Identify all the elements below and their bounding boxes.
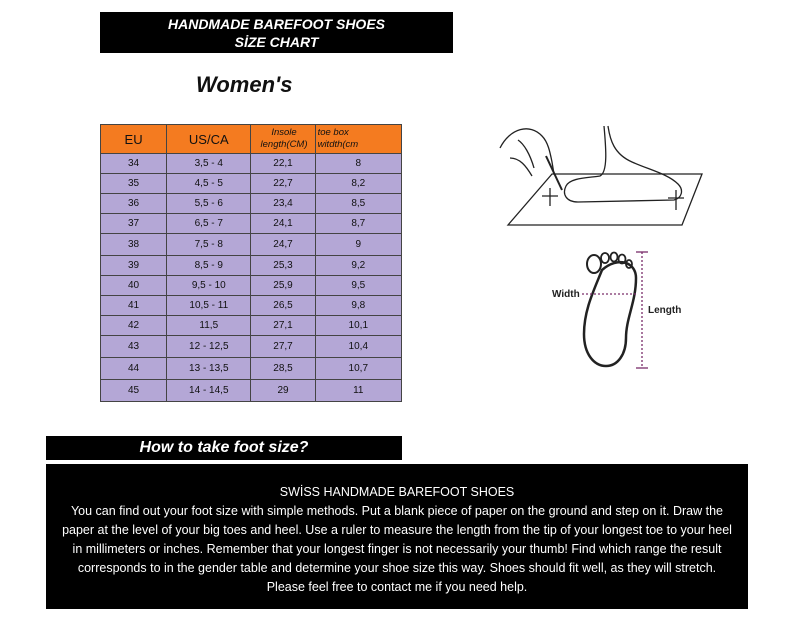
cell-us: 13 - 13,5 (167, 358, 251, 380)
info-box (46, 464, 748, 609)
size-table (100, 124, 402, 402)
table-row (101, 316, 402, 336)
cell-eu: 44 (101, 358, 167, 380)
chart-subtitle: SİZE CHART (234, 34, 319, 50)
cell-eu: 45 (101, 380, 167, 402)
table-row (101, 276, 402, 296)
length-label: Length (648, 305, 682, 316)
table-row (101, 154, 402, 174)
cell-toebox: 9 (315, 234, 401, 256)
toe-3 (611, 253, 618, 262)
cell-toebox: 8,2 (315, 174, 401, 194)
table-row (101, 214, 402, 234)
footprint-diagram (582, 252, 648, 368)
cell-insole: 24,7 (251, 234, 315, 256)
cell-insole: 27,1 (251, 316, 315, 336)
finger-line-2 (510, 158, 532, 176)
cell-insole: 29 (251, 380, 315, 402)
table-row (101, 174, 402, 194)
cell-us: 14 - 14,5 (167, 380, 251, 402)
cell-toebox: 10,4 (315, 336, 401, 358)
info-body: You can find out your foot size with simple methods. Put a blank piece of paper on the ground and step on it. Draw the paper at the level of your big toes and heel. Use a ruler to measure the length from the tip of your longest toe to your heel in millimeters or inches. Remember that your longest finger is not necessarily your thumb! Find which range the result corresponds to in the gender table and determine your shoe size this way. Shoes should fit well, as they will stretch. Please feel free to contact me if you need help. (62, 504, 732, 594)
cell-toebox: 9,2 (315, 256, 401, 276)
header-insole (251, 125, 315, 154)
header-toebox (315, 125, 401, 154)
table-row (101, 234, 402, 256)
cell-toebox: 10,1 (315, 316, 401, 336)
cell-us: 10,5 - 11 (167, 296, 251, 316)
finger-line (518, 140, 534, 168)
table-row (101, 256, 402, 276)
header-toebox-line1: toe box (317, 127, 349, 138)
cell-insole: 26,5 (251, 296, 315, 316)
header-us: US/CA (167, 125, 251, 154)
cell-toebox: 8,5 (315, 194, 401, 214)
cell-us: 8,5 - 9 (167, 256, 251, 276)
foot-measurement-illustration (490, 118, 710, 378)
cell-insole: 28,5 (251, 358, 315, 380)
cell-toebox: 11 (315, 380, 401, 402)
cell-insole: 25,3 (251, 256, 315, 276)
table-row (101, 380, 402, 402)
cell-insole: 22,7 (251, 174, 315, 194)
header-insole-line2: length(CM) (260, 139, 308, 150)
cell-toebox: 8 (315, 154, 401, 174)
cell-us: 9,5 - 10 (167, 276, 251, 296)
heel-mark (542, 188, 558, 206)
cell-insole: 27,7 (251, 336, 315, 358)
info-heading: SWİSS HANDMADE BAREFOOT SHOES (279, 485, 515, 499)
cell-eu: 39 (101, 256, 167, 276)
table-row (101, 194, 402, 214)
cell-toebox: 8,7 (315, 214, 401, 234)
cell-us: 6,5 - 7 (167, 214, 251, 234)
cell-us: 4,5 - 5 (167, 174, 251, 194)
table-row (101, 358, 402, 380)
cell-insole: 25,9 (251, 276, 315, 296)
header-insole-line1: Insole (271, 127, 297, 138)
cell-toebox: 9,5 (315, 276, 401, 296)
foot-outline (565, 126, 682, 202)
cell-eu: 40 (101, 276, 167, 296)
cell-eu: 36 (101, 194, 167, 214)
width-label: Width (552, 289, 580, 300)
cell-us: 7,5 - 8 (167, 234, 251, 256)
cell-eu: 38 (101, 234, 167, 256)
cell-eu: 43 (101, 336, 167, 358)
howto-title: How to take foot size? (46, 436, 402, 460)
cell-insole: 23,4 (251, 194, 315, 214)
cell-us: 11,5 (167, 316, 251, 336)
header-eu: EU (101, 125, 167, 154)
cell-toebox: 9,8 (315, 296, 401, 316)
table-row (101, 296, 402, 316)
cell-insole: 22,1 (251, 154, 315, 174)
header-toebox-line2: witdth(cm (317, 139, 359, 150)
footprint-outline (584, 262, 636, 366)
cell-eu: 37 (101, 214, 167, 234)
cell-us: 12 - 12,5 (167, 336, 251, 358)
section-title: Women's (196, 72, 293, 97)
table-row (101, 336, 402, 358)
cell-us: 5,5 - 6 (167, 194, 251, 214)
chart-title-box (100, 12, 453, 53)
toe-2 (601, 253, 609, 263)
cell-eu: 35 (101, 174, 167, 194)
chart-title: HANDMADE BAREFOOT SHOES (167, 16, 385, 32)
cell-toebox: 10,7 (315, 358, 401, 380)
cell-us: 3,5 - 4 (167, 154, 251, 174)
pencil (546, 156, 562, 190)
cell-eu: 42 (101, 316, 167, 336)
cell-insole: 24,1 (251, 214, 315, 234)
size-table-header-row (101, 125, 402, 154)
cell-eu: 34 (101, 154, 167, 174)
toe-1 (587, 255, 601, 273)
foot-tracing-drawing (500, 126, 702, 225)
cell-eu: 41 (101, 296, 167, 316)
